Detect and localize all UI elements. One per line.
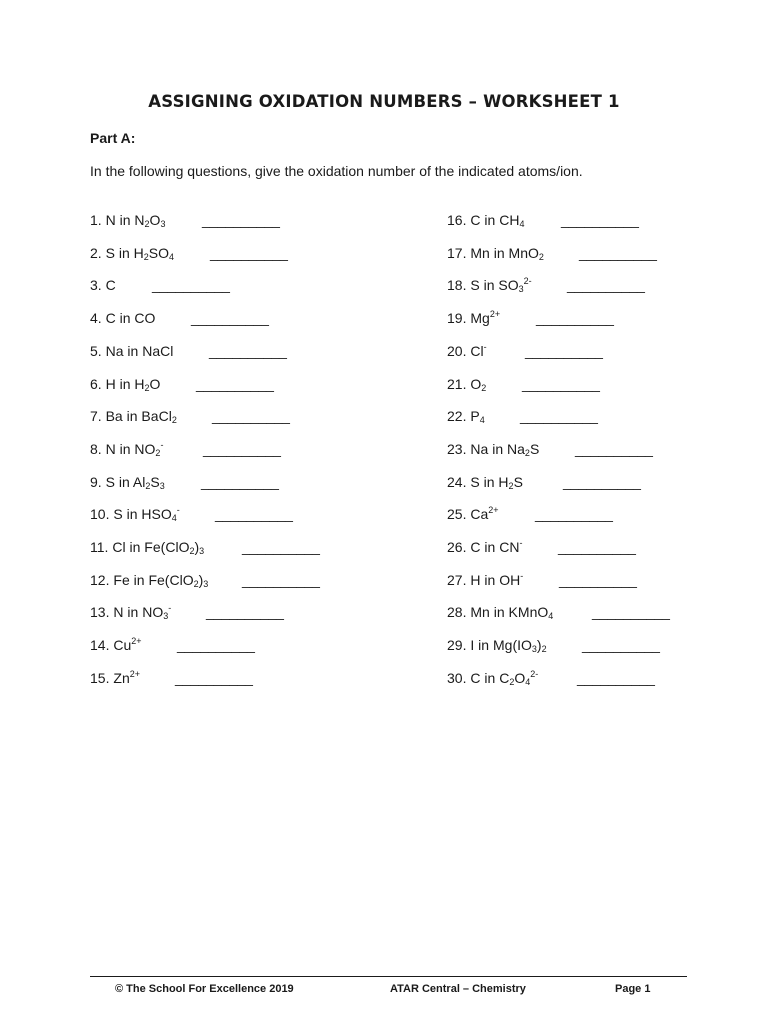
answer-blank[interactable]: __________: [559, 571, 637, 588]
question-item: [90, 668, 253, 686]
question-item: [447, 604, 670, 622]
footer-copyright: © The School For Excellence 2019: [115, 983, 294, 995]
answer-blank[interactable]: __________: [202, 212, 280, 228]
question-item: [90, 571, 320, 589]
question-item: [447, 375, 600, 393]
answer-blank[interactable]: __________: [175, 669, 253, 686]
question-item: [90, 505, 293, 524]
answer-blank[interactable]: __________: [215, 506, 293, 523]
question-item: [90, 603, 284, 622]
question-label: 17. Mn in MnO$_2$: [447, 244, 544, 262]
answer-blank[interactable]: __________: [525, 342, 603, 359]
question-item: [90, 277, 230, 294]
footer-divider: [90, 976, 687, 977]
part-label: Part A:: [90, 130, 136, 146]
answer-blank[interactable]: __________: [561, 212, 639, 228]
question-item: [90, 636, 255, 654]
question-label: 28. Mn in KMnO$_4$: [447, 604, 554, 622]
question-item: [447, 341, 603, 359]
answer-blank[interactable]: __________: [558, 539, 636, 555]
answer-blank[interactable]: __________: [563, 473, 641, 490]
answer-blank[interactable]: __________: [206, 604, 284, 621]
answer-blank[interactable]: __________: [575, 440, 653, 457]
question-label: 2. S in $H_2SO_4$: [90, 244, 175, 262]
question-item: [447, 408, 598, 426]
page-title: ASSIGNING OXIDATION NUMBERS – WORKSHEET 1: [148, 92, 620, 111]
question-item: [447, 244, 657, 262]
question-item: [90, 212, 280, 229]
answer-blank[interactable]: __________: [520, 408, 598, 425]
question-label: 26. C in CN-: [447, 538, 523, 555]
question-item: [90, 244, 288, 262]
question-label: 21. $O_2$: [447, 375, 487, 393]
answer-blank[interactable]: __________: [209, 342, 287, 359]
answer-blank[interactable]: __________: [201, 473, 279, 490]
question-label: 18. S in $SO_3^{2-}$: [447, 276, 532, 295]
question-item: [447, 473, 641, 491]
answer-blank[interactable]: __________: [579, 244, 657, 261]
answer-blank[interactable]: __________: [196, 375, 274, 392]
question-item: [447, 212, 639, 229]
question-label: 13. N in $NO_3^-$: [90, 603, 172, 622]
question-item: [447, 668, 655, 687]
question-label: 8. N in $NO_2^-$: [90, 439, 164, 458]
answer-blank[interactable]: __________: [212, 408, 290, 425]
question-label: 29. I in $Mg(IO_3)_2$: [447, 637, 547, 655]
question-item: [447, 570, 637, 588]
question-item: [90, 342, 287, 359]
answer-blank[interactable]: __________: [242, 539, 320, 555]
answer-blank[interactable]: __________: [522, 375, 600, 392]
question-label: 10. S in $HSO_4^-$: [90, 505, 180, 524]
question-label: 12. Fe in $Fe(ClO_2)_3$: [90, 571, 209, 589]
answer-blank[interactable]: __________: [577, 669, 655, 686]
answer-blank[interactable]: __________: [242, 571, 320, 588]
question-label: 7. Ba in BaCl$_2$: [90, 408, 177, 426]
question-label: 5. Na in NaCl: [90, 342, 174, 359]
question-label: 23. Na in $Na_2S$: [447, 440, 540, 458]
question-item: [447, 309, 614, 327]
question-label: 20. Cl-: [447, 341, 487, 359]
question-label: 15. $Zn^{2+}$: [90, 668, 140, 686]
question-item: [447, 276, 645, 295]
question-item: [90, 439, 281, 458]
answer-blank[interactable]: __________: [535, 506, 613, 523]
question-label: 27. H in OH-: [447, 570, 524, 588]
answer-blank[interactable]: __________: [152, 277, 230, 294]
question-item: [447, 440, 653, 458]
question-label: 22. $P_4$: [447, 408, 485, 426]
question-item: [90, 539, 320, 556]
question-item: [90, 473, 279, 491]
question-item: [90, 408, 290, 426]
answer-blank[interactable]: __________: [592, 604, 670, 621]
question-label: 1. N in $N_2O_3$: [90, 212, 166, 229]
answer-blank[interactable]: __________: [177, 637, 255, 654]
answer-blank[interactable]: __________: [191, 310, 269, 327]
footer-page-number: Page 1: [615, 983, 651, 995]
question-label: 25. $Ca^{2+}$: [447, 505, 499, 523]
question-label: 16. C in $CH_4$: [447, 212, 525, 229]
question-label: 6. H in $H_2O$: [90, 375, 161, 393]
answer-blank[interactable]: __________: [203, 440, 281, 457]
question-label: 11. Cl in $Fe(ClO_2)_3$: [90, 539, 205, 556]
question-item: [447, 538, 636, 555]
question-label: 24. S in $H_2S$: [447, 473, 523, 491]
question-label: 3. C: [90, 277, 116, 294]
answer-blank[interactable]: __________: [567, 277, 645, 294]
question-item: [90, 375, 274, 393]
instructions: In the following questions, give the oxidation number of the indicated atoms/ion.: [90, 163, 583, 179]
question-label: 9. S in $Al_2S_3$: [90, 473, 165, 491]
answer-blank[interactable]: __________: [210, 244, 288, 261]
footer-course: ATAR Central – Chemistry: [390, 983, 526, 995]
question-label: 14. $Cu^{2+}$: [90, 636, 142, 654]
answer-blank[interactable]: __________: [582, 637, 660, 654]
question-label: 4. C in CO: [90, 310, 156, 327]
question-label: 30. C in $C_2O_4^{2-}$: [447, 668, 539, 687]
question-label: 19. $Mg^{2+}$: [447, 309, 501, 327]
question-item: [90, 310, 269, 327]
question-item: [447, 505, 613, 523]
question-item: [447, 637, 660, 655]
answer-blank[interactable]: __________: [536, 310, 614, 327]
